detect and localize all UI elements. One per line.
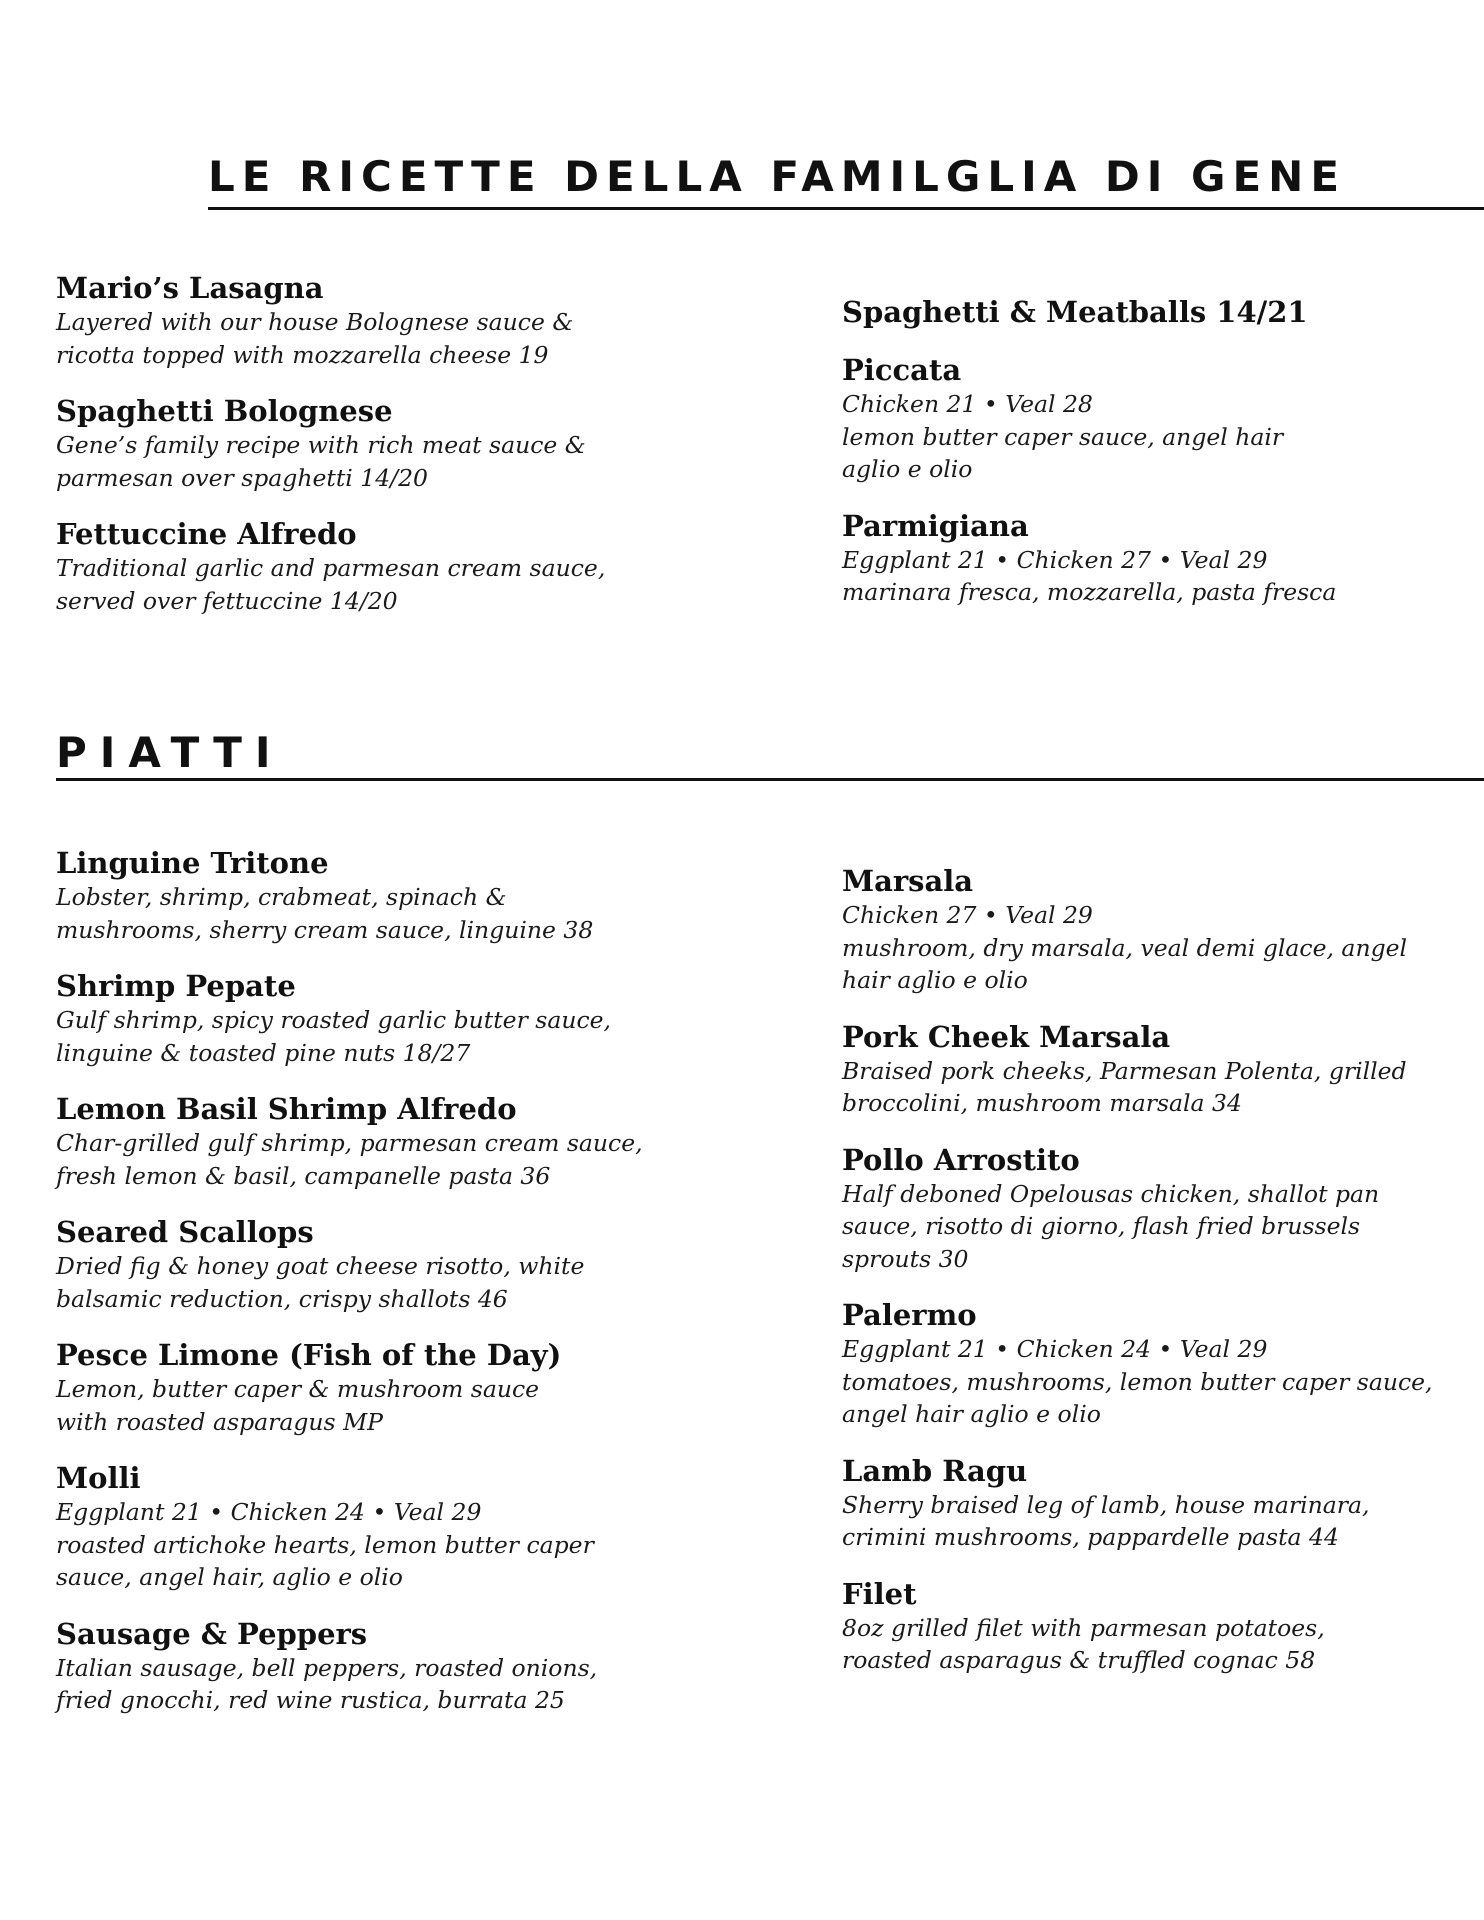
menu-item-description-line: parmesan over spaghetti 14/20	[56, 463, 428, 492]
menu-item	[56, 516, 676, 617]
piatti-left-column	[56, 845, 676, 1717]
menu-item	[56, 270, 676, 371]
menu-item	[56, 1337, 676, 1438]
menu-item-description-line: fresh lemon & basil, campanelle pasta 36	[56, 1161, 551, 1190]
menu-item-description-line: mushroom, dry marsala, veal demi glace, angel	[842, 933, 1408, 962]
menu-item-description-line: Gulf shrimp, spicy roasted garlic butter sauce,	[56, 1006, 612, 1034]
menu-item-name: Lamb Ragu	[842, 1453, 1028, 1488]
menu-item	[842, 1453, 1462, 1554]
menu-item-description-line: broccolini, mushroom marsala 34	[842, 1089, 1242, 1117]
menu-item-description-line: Sherry braised leg of lamb, house marinara,	[842, 1490, 1370, 1519]
menu-item-name: Sausage & Peppers	[56, 1616, 368, 1651]
menu-item	[56, 393, 676, 494]
menu-item-name: Pesce Limone (Fish of the Day)	[56, 1338, 562, 1372]
menu-item	[842, 1142, 1462, 1276]
menu-item-description-line: Lobster, shrimp, crabmeat, spinach &	[56, 883, 507, 911]
menu-item	[842, 1019, 1462, 1120]
menu-item-description-line: Italian sausage, bell peppers, roasted onions,	[56, 1653, 598, 1682]
menu-item-name: Shrimp Pepate	[56, 969, 296, 1003]
piatti-title-rule	[56, 778, 1484, 781]
menu-item-description-line: with roasted asparagus MP	[56, 1407, 383, 1436]
menu-item-description-line: balsamic reduction, crispy shallots 46	[56, 1284, 508, 1313]
menu-item-name: Pork Cheek Marsala	[842, 1019, 1171, 1054]
menu-item-name: Palermo	[842, 1298, 977, 1332]
menu-item-name: Spaghetti & Meatballs 14/21	[842, 295, 1308, 329]
menu-item-description-line: Lemon, butter caper & mushroom sauce	[56, 1375, 540, 1403]
menu-item-description-line: Gene’s family recipe with rich meat sauce &	[56, 431, 586, 459]
menu-item-description-line: linguine & toasted pine nuts 18/27	[56, 1038, 471, 1067]
menu-item-description-line: Chicken 27 • Veal 29	[842, 901, 1093, 929]
menu-item-description-line: Braised pork cheeks, Parmesan Polenta, grilled	[842, 1056, 1407, 1085]
family-recipes-title: LE RICETTE DELLA FAMILGLIA DI GENE	[208, 152, 1347, 201]
family-right-column	[842, 294, 1462, 609]
menu-item	[56, 1214, 676, 1315]
menu-item-name: Pollo Arrostito	[842, 1142, 1080, 1177]
menu-item-description-line: marinara fresca, mozzarella, pasta fresca	[842, 578, 1337, 606]
menu-item	[842, 352, 1462, 486]
piatti-right-column	[842, 863, 1462, 1677]
menu-item	[842, 863, 1462, 997]
menu-item-description-line: tomatoes, mushrooms, lemon butter caper sauce,	[842, 1367, 1433, 1396]
menu-item-description-line: roasted asparagus & truffled cognac 58	[842, 1646, 1316, 1674]
menu-item	[56, 1091, 676, 1192]
menu-item-description-line: hair aglio e olio	[842, 966, 1028, 994]
menu-item-description-line: sauce, angel hair, aglio e olio	[56, 1563, 403, 1591]
menu-item-description-line: sprouts 30	[842, 1244, 969, 1273]
menu-item	[842, 508, 1462, 609]
menu-item-description-line: sauce, risotto di giorno, flash fried brussels	[842, 1212, 1361, 1240]
menu-item-description-line: Char-grilled gulf shrimp, parmesan cream sauce,	[56, 1129, 643, 1157]
menu-item-description-line: aglio e olio	[842, 455, 973, 483]
menu-item	[56, 968, 676, 1069]
menu-item-name: Lemon Basil Shrimp Alfredo	[56, 1092, 517, 1126]
menu-item-description-line: Eggplant 21 • Chicken 24 • Veal 29	[56, 1498, 482, 1526]
menu-item-name: Marsala	[842, 864, 974, 898]
menu-item-name: Piccata	[842, 353, 962, 387]
menu-item-description-line: Eggplant 21 • Chicken 24 • Veal 29	[842, 1335, 1268, 1363]
menu-item	[842, 1297, 1462, 1431]
menu-item-name: Mario’s Lasagna	[56, 271, 324, 305]
menu-item-name: Seared Scallops	[56, 1215, 314, 1249]
menu-item-description-line: mushrooms, sherry cream sauce, linguine 38	[56, 915, 594, 944]
menu-item-description-line: lemon butter caper sauce, angel hair	[842, 422, 1284, 451]
menu-item-description-line: angel hair aglio e olio	[842, 1400, 1101, 1428]
menu-item	[56, 1460, 676, 1594]
menu-item-description-line: Layered with our house Bolognese sauce &	[56, 308, 574, 336]
piatti-title: PIATTI	[56, 728, 284, 777]
menu-item	[56, 1616, 676, 1717]
menu-item-description-line: fried gnocchi, red wine rustica, burrata 25	[56, 1686, 565, 1714]
menu-item-description-line: Traditional garlic and parmesan cream sauce,	[56, 554, 606, 582]
menu-item-description-line: Half deboned Opelousas chicken, shallot pan	[842, 1179, 1380, 1208]
menu-item-description-line: Eggplant 21 • Chicken 27 • Veal 29	[842, 545, 1268, 574]
menu-item-description-line: crimini mushrooms, pappardelle pasta 44	[842, 1523, 1339, 1551]
menu-item	[842, 1576, 1462, 1677]
menu-item-name: Fettuccine Alfredo	[56, 517, 357, 551]
menu-item-name: Parmigiana	[842, 508, 1029, 543]
menu-item-name: Linguine Tritone	[56, 846, 329, 880]
menu-item-description-line: served over fettuccine 14/20	[56, 586, 398, 615]
family-title-rule	[208, 207, 1484, 210]
menu-item-description-line: 8oz grilled filet with parmesan potatoes,	[842, 1613, 1325, 1642]
menu-item-name: Filet	[842, 1576, 917, 1611]
menu-item-description-line: Dried fig & honey goat cheese risotto, white	[56, 1252, 585, 1280]
menu-item-name: Molli	[56, 1461, 141, 1495]
family-left-column	[56, 270, 676, 617]
menu-item	[56, 845, 676, 946]
menu-item-description-line: ricotta topped with mozzarella cheese 19	[56, 340, 549, 369]
menu-item-description-line: Chicken 21 • Veal 28	[842, 390, 1093, 418]
menu-item-name: Spaghetti Bolognese	[56, 394, 393, 428]
menu-item-description-line: roasted artichoke hearts, lemon butter caper	[56, 1530, 594, 1559]
menu-item	[842, 294, 1462, 330]
